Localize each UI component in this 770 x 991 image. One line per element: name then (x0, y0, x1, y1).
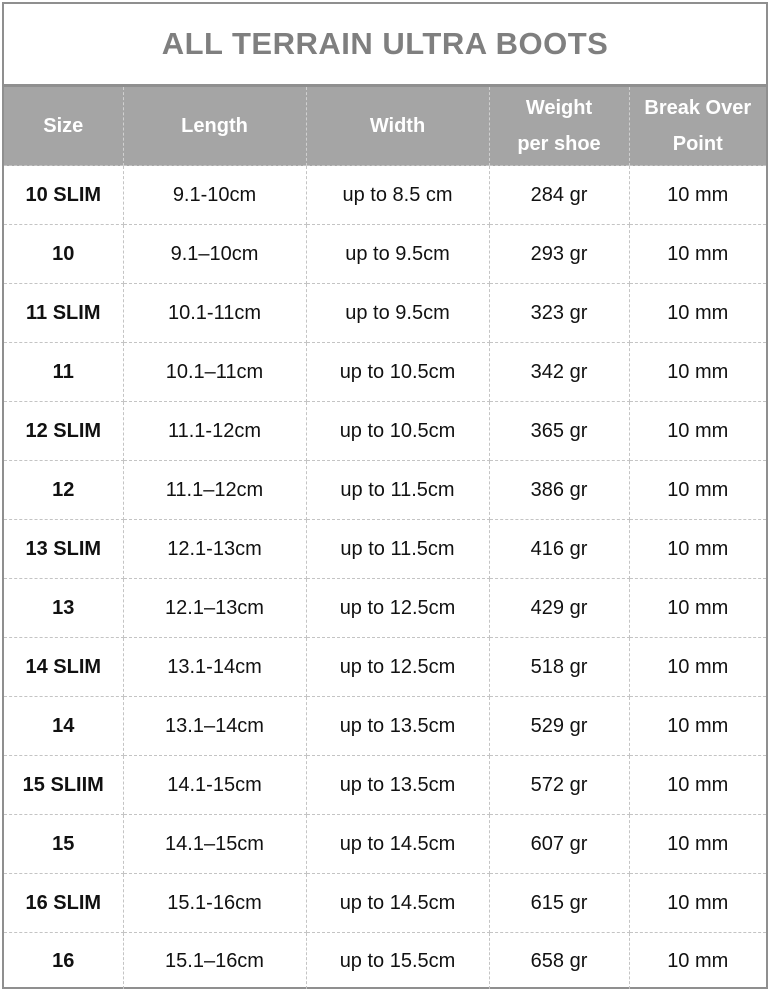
cell-length: 10.1–11cm (123, 343, 306, 402)
table-row (4, 166, 766, 225)
cell-size: 11 (4, 343, 123, 402)
cell-length: 9.1–10cm (123, 225, 306, 284)
table-row (4, 933, 766, 990)
table-row (4, 461, 766, 520)
cell-size: 11 SLIM (4, 284, 123, 343)
chart-title: ALL TERRAIN ULTRA BOOTS (4, 4, 766, 87)
cell-width: up to 10.5cm (306, 343, 489, 402)
cell-break-over: 10 mm (629, 933, 766, 990)
table-row (4, 520, 766, 579)
table-row (4, 815, 766, 874)
cell-width: up to 13.5cm (306, 697, 489, 756)
cell-weight: 607 gr (489, 815, 629, 874)
cell-length: 10.1-11cm (123, 284, 306, 343)
cell-size: 13 (4, 579, 123, 638)
header-weight: Weight per shoe (489, 87, 629, 166)
cell-size: 10 (4, 225, 123, 284)
cell-break-over: 10 mm (629, 461, 766, 520)
cell-length: 15.1–16cm (123, 933, 306, 990)
cell-width: up to 12.5cm (306, 638, 489, 697)
cell-weight: 293 gr (489, 225, 629, 284)
header-width: Width (306, 87, 489, 166)
size-table (4, 87, 766, 989)
table-row (4, 874, 766, 933)
cell-width: up to 14.5cm (306, 874, 489, 933)
cell-size: 13 SLIM (4, 520, 123, 579)
cell-weight: 518 gr (489, 638, 629, 697)
table-row (4, 343, 766, 402)
cell-width: up to 12.5cm (306, 579, 489, 638)
cell-width: up to 11.5cm (306, 461, 489, 520)
cell-width: up to 14.5cm (306, 815, 489, 874)
cell-break-over: 10 mm (629, 402, 766, 461)
header-row (4, 87, 766, 166)
cell-length: 12.1–13cm (123, 579, 306, 638)
table-row (4, 225, 766, 284)
cell-break-over: 10 mm (629, 756, 766, 815)
cell-size: 14 SLIM (4, 638, 123, 697)
cell-length: 13.1–14cm (123, 697, 306, 756)
cell-weight: 429 gr (489, 579, 629, 638)
cell-size: 16 SLIM (4, 874, 123, 933)
table-row (4, 284, 766, 343)
cell-size: 15 SLIIM (4, 756, 123, 815)
cell-break-over: 10 mm (629, 579, 766, 638)
cell-size: 10 SLIM (4, 166, 123, 225)
cell-break-over: 10 mm (629, 520, 766, 579)
cell-size: 12 SLIM (4, 402, 123, 461)
size-chart (2, 2, 768, 989)
cell-length: 14.1-15cm (123, 756, 306, 815)
cell-size: 15 (4, 815, 123, 874)
cell-weight: 386 gr (489, 461, 629, 520)
table-row (4, 638, 766, 697)
cell-width: up to 13.5cm (306, 756, 489, 815)
header-length: Length (123, 87, 306, 166)
cell-weight: 529 gr (489, 697, 629, 756)
cell-weight: 615 gr (489, 874, 629, 933)
table-row (4, 756, 766, 815)
cell-weight: 284 gr (489, 166, 629, 225)
cell-length: 9.1-10cm (123, 166, 306, 225)
cell-weight: 572 gr (489, 756, 629, 815)
cell-weight: 323 gr (489, 284, 629, 343)
cell-width: up to 9.5cm (306, 225, 489, 284)
cell-weight: 365 gr (489, 402, 629, 461)
cell-weight: 342 gr (489, 343, 629, 402)
cell-width: up to 11.5cm (306, 520, 489, 579)
cell-break-over: 10 mm (629, 874, 766, 933)
cell-weight: 658 gr (489, 933, 629, 990)
cell-length: 11.1-12cm (123, 402, 306, 461)
cell-break-over: 10 mm (629, 638, 766, 697)
cell-width: up to 8.5 cm (306, 166, 489, 225)
table-row (4, 402, 766, 461)
cell-size: 14 (4, 697, 123, 756)
cell-width: up to 15.5cm (306, 933, 489, 990)
cell-length: 12.1-13cm (123, 520, 306, 579)
table-row (4, 697, 766, 756)
cell-weight: 416 gr (489, 520, 629, 579)
cell-break-over: 10 mm (629, 166, 766, 225)
cell-break-over: 10 mm (629, 815, 766, 874)
cell-break-over: 10 mm (629, 343, 766, 402)
table-row (4, 579, 766, 638)
cell-length: 15.1-16cm (123, 874, 306, 933)
header-break-over: Break Over Point (629, 87, 766, 166)
cell-length: 14.1–15cm (123, 815, 306, 874)
cell-break-over: 10 mm (629, 284, 766, 343)
cell-length: 13.1-14cm (123, 638, 306, 697)
cell-length: 11.1–12cm (123, 461, 306, 520)
cell-width: up to 10.5cm (306, 402, 489, 461)
cell-break-over: 10 mm (629, 225, 766, 284)
cell-size: 12 (4, 461, 123, 520)
cell-size: 16 (4, 933, 123, 990)
header-size: Size (4, 87, 123, 166)
cell-width: up to 9.5cm (306, 284, 489, 343)
cell-break-over: 10 mm (629, 697, 766, 756)
